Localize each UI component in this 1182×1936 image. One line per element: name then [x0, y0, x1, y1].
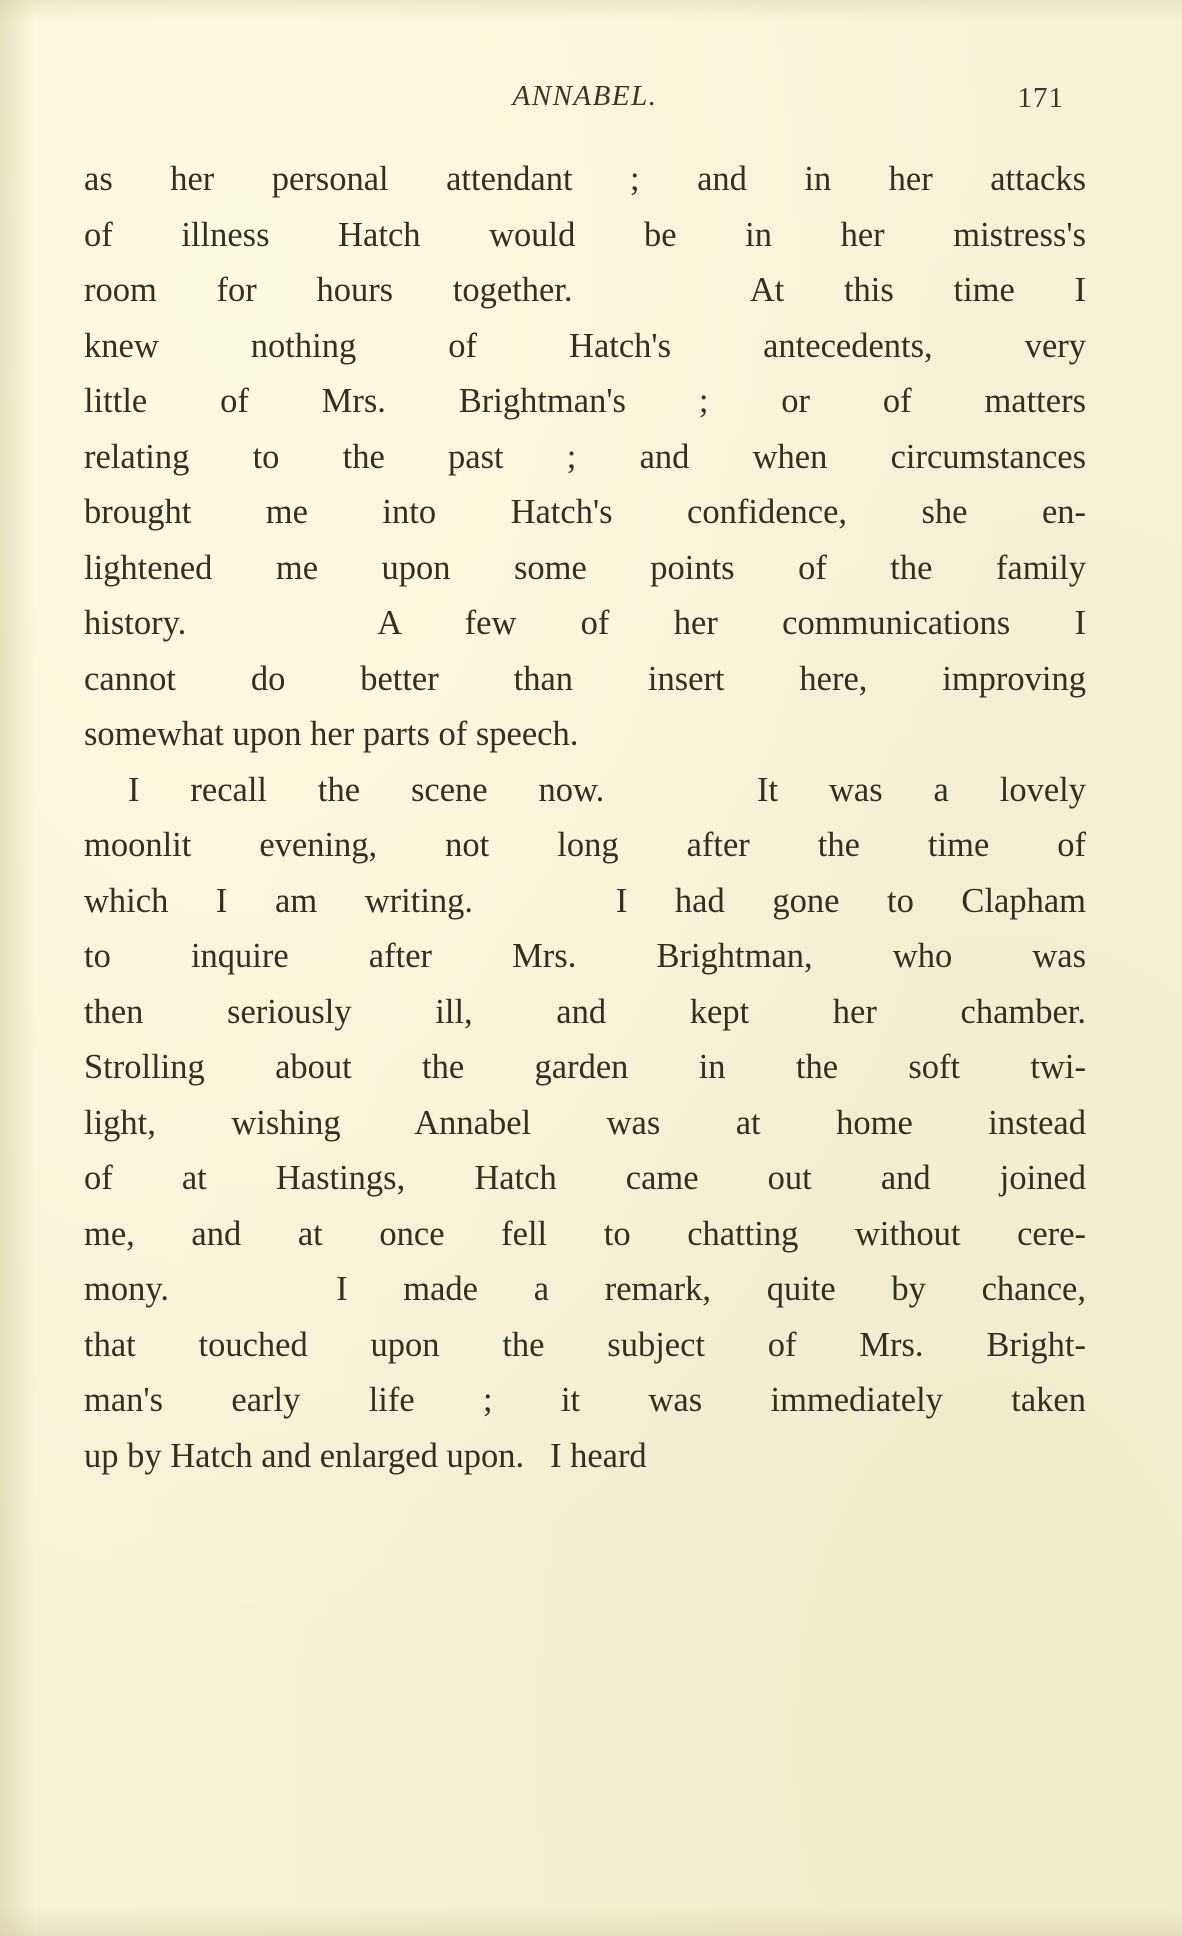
text-line: little of Mrs. Brightman's ; or of matters [84, 382, 1086, 420]
text-line: then seriously ill, and kept her chamber. [84, 992, 1086, 1031]
text-line: relating to the past ; and when circumstances [84, 437, 1086, 476]
running-title: ANNABEL. [512, 80, 658, 112]
text-line: I recall the scene now. It was a lovely [128, 770, 1086, 809]
text-line: cannot do better than insert here, improving [84, 659, 1086, 698]
text-line: knew nothing of Hatch's antecedents, very [84, 326, 1086, 365]
page-number: 171 [1017, 82, 1064, 114]
text-line: mony. I made a remark, quite by chance, [84, 1270, 1086, 1308]
text-line: man's early life ; it was immediately taken [84, 1381, 1086, 1419]
text-line: history. A few of her communications I [84, 604, 1086, 642]
text-line: as her personal attendant ; and in her attacks [84, 160, 1086, 198]
text-line: Strolling about the garden in the soft twi- [84, 1048, 1086, 1086]
text-line: brought me into Hatch's confidence, she en- [84, 493, 1086, 531]
body-text [84, 152, 1086, 1484]
text-line: of illness Hatch would be in her mistress's [84, 215, 1086, 254]
text-line: up by Hatch and enlarged upon. I heard [84, 1436, 647, 1475]
text-line: to inquire after Mrs. Brightman, who was [84, 937, 1086, 975]
text-line: which I am writing. I had gone to Clapham [84, 881, 1086, 920]
paragraph [84, 152, 1086, 763]
text-line: moonlit evening, not long after the time of [84, 826, 1086, 864]
text-line: light, wishing Annabel was at home instead [84, 1103, 1086, 1142]
text-line: lightened me upon some points of the family [84, 548, 1086, 587]
text-line: that touched upon the subject of Mrs. Bright- [84, 1325, 1086, 1364]
paragraph [84, 763, 1086, 1485]
text-line: somewhat upon her parts of speech. [84, 715, 579, 753]
text-line: room for hours together. At this time I [84, 271, 1086, 309]
running-head [84, 80, 1086, 126]
text-line: of at Hastings, Hatch came out and joined [84, 1159, 1086, 1197]
text-line: me, and at once fell to chatting without cere- [84, 1214, 1086, 1253]
